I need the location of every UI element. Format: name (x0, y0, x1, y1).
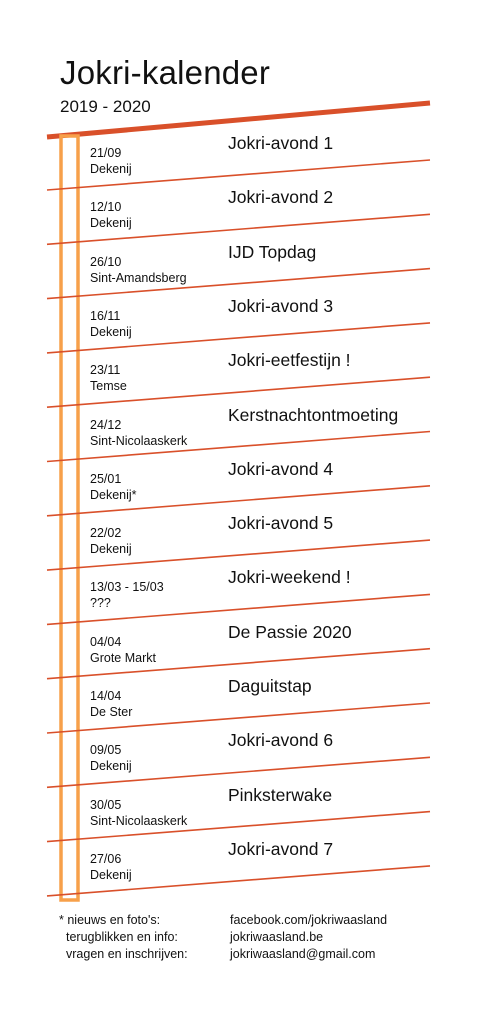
event-place: Dekenij (90, 542, 132, 557)
event-row (0, 784, 482, 844)
footer-label-contact: vragen en inschrijven: (66, 947, 188, 961)
event-name: De Passie 2020 (228, 621, 352, 642)
event-name: Jokri-avond 6 (228, 730, 334, 751)
footer-values (230, 912, 387, 963)
footer-email-link[interactable]: jokriwaasland@gmail.com (230, 947, 376, 961)
event-place: Dekenij (90, 759, 132, 774)
event-date: 13/03 - 15/03 (90, 580, 164, 595)
footer-facebook-link[interactable]: facebook.com/jokriwaasland (230, 913, 388, 927)
event-row (0, 838, 482, 898)
event-place: ??? (90, 596, 111, 611)
event-date: 25/01 (90, 471, 122, 486)
footer-label-info: terugblikken en info: (66, 930, 178, 944)
event-date: 23/11 (90, 363, 121, 378)
event-row (0, 730, 482, 789)
event-date: 26/10 (90, 254, 122, 269)
event-name: Jokri-avond 3 (228, 295, 334, 316)
event-name: Jokri-eetfestijn ! (228, 350, 351, 371)
page-subtitle: 2019 - 2020 (60, 97, 151, 116)
footer-labels (59, 912, 188, 963)
event-date: 30/05 (90, 797, 122, 812)
footer-label-news: * nieuws en foto's: (59, 913, 161, 927)
event-name: Pinksterwake (228, 784, 333, 805)
footer-website-link[interactable]: jokriwaasland.be (230, 930, 324, 944)
event-row (0, 567, 482, 626)
event-place: Grote Markt (90, 650, 156, 665)
event-row (0, 295, 482, 355)
event-place: Dekenij (90, 162, 132, 176)
event-name: Jokri-avond 4 (228, 458, 334, 479)
event-row (0, 458, 482, 518)
event-place: Dekenij (90, 216, 132, 231)
event-place: Sint-Amandsberg (90, 270, 187, 285)
event-name: Jokri-avond 7 (228, 838, 334, 859)
event-row (0, 133, 482, 192)
event-row (0, 241, 482, 301)
event-place: Sint-Nicolaaskerk (90, 813, 188, 828)
event-row (0, 513, 482, 572)
event-place: Temse (90, 379, 127, 394)
event-row (0, 676, 482, 735)
event-name: Jokri-avond 2 (228, 187, 334, 208)
event-place: De Ster (90, 705, 133, 719)
event-date: 09/05 (90, 743, 122, 758)
event-place: Dekenij (90, 867, 132, 882)
event-place: Sint-Nicolaaskerk (90, 433, 188, 448)
event-row (0, 350, 482, 409)
event-date: 14/04 (90, 689, 122, 703)
event-name: IJD Topdag (228, 241, 317, 262)
event-place: Dekenij* (90, 487, 137, 502)
event-date: 24/12 (90, 417, 122, 432)
event-date: 12/10 (90, 200, 122, 215)
event-name: Kerstnachtontmoeting (228, 404, 399, 425)
event-row (0, 621, 482, 681)
event-date: 22/02 (90, 526, 122, 541)
event-name: Jokri-weekend ! (228, 567, 351, 588)
event-date: 04/04 (90, 634, 122, 649)
event-date: 27/06 (90, 851, 122, 866)
event-name: Jokri-avond 1 (228, 133, 334, 153)
event-name: Daguitstap (228, 676, 312, 696)
event-place: Dekenij (90, 324, 132, 339)
page-title: Jokri-kalender (60, 54, 271, 91)
event-date: 21/09 (90, 146, 122, 160)
event-date: 16/11 (90, 308, 121, 323)
event-name: Jokri-avond 5 (228, 513, 334, 534)
event-row (0, 187, 482, 246)
event-row (0, 404, 482, 464)
